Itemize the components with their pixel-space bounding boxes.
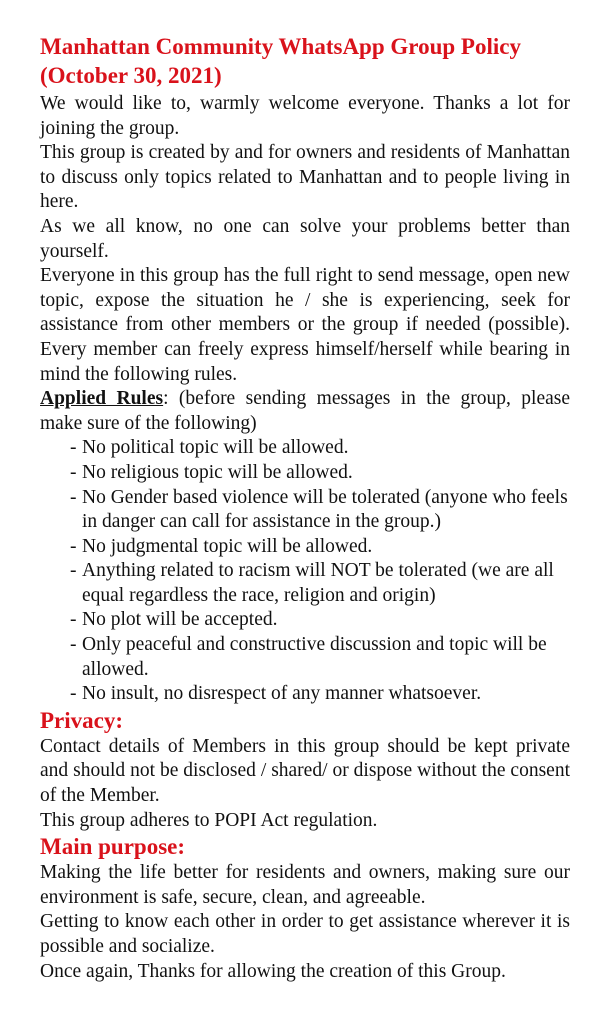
document-title: Manhattan Community WhatsApp Group Policy (October 30, 2021) (40, 34, 521, 88)
rule-item: - No judgmental topic will be allowed. (70, 535, 373, 557)
purpose-heading: Main purpose: (40, 834, 186, 860)
intro-paragraph-self-help: As we all know, no one can solve your problems better than yourself. (40, 215, 570, 262)
privacy-paragraph-contacts: Contact details of Members in this group should be kept private and should not be disclosed / shared/ or dispose without the consent of the Member. (40, 735, 570, 807)
rules-intro (40, 387, 570, 436)
intro-paragraph-purpose: This group is created by and for owners and residents of Manhattan to discuss only topics related to Manhattan and to people living in here. (40, 142, 570, 213)
policy-document (40, 32, 570, 984)
rules-list (40, 436, 570, 707)
purpose-paragraph-socialize: Getting to know each other in order to get assistance wherever it is possible and socialize. (40, 911, 570, 957)
rule-item: - Only peaceful and constructive discussion and topic will be allowed. (70, 634, 547, 680)
purpose-paragraph-life: Making the life better for residents and owners, making sure our environment is safe, secure, clean, and agreeable. (40, 862, 570, 908)
privacy-heading: Privacy: (40, 707, 124, 733)
rule-item: - No religious topic will be allowed. (70, 461, 353, 483)
rule-item: - Anything related to racism will NOT be tolerated (we are all equal regardless the race, religion and origin) (70, 560, 554, 606)
rule-item: - No plot will be accepted. (70, 609, 278, 631)
purpose-paragraph-thanks: Once again, Thanks for allowing the creation of this Group. (40, 960, 506, 982)
rules-label: Applied Rules (40, 388, 164, 410)
intro-paragraph-welcome: We would like to, warmly welcome everyone. Thanks a lot for joining the group. (40, 93, 570, 139)
rule-item: - No Gender based violence will be tolerated (anyone who feels in danger can call for assistance in the group.) (70, 486, 568, 533)
rule-item: - No political topic will be allowed. (70, 437, 349, 459)
rule-item: - No insult, no disrespect of any manner whatsoever. (70, 683, 482, 705)
privacy-paragraph-popi: This group adheres to POPI Act regulation. (40, 809, 378, 831)
rules-intro-text: : (before sending messages in the group, please make sure of the following) (40, 388, 570, 434)
intro-paragraph-rights: Everyone in this group has the full right to send message, open new topic, expose the situation he / she is experiencing, seek for assistance from other members or the group if needed (possible). Every member can freely express himself/herself while bearing in mind the following rules. (40, 265, 570, 385)
